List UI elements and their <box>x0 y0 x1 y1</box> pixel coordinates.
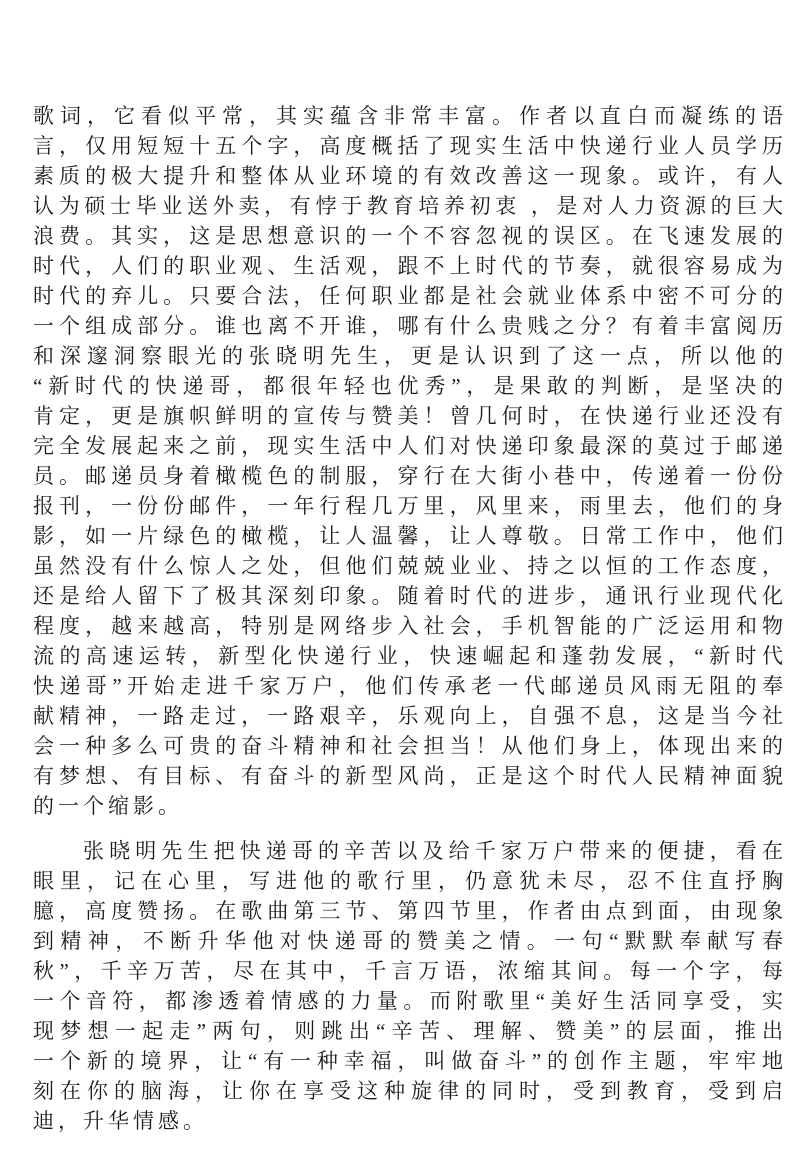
text-line: 影，如一片绿色的橄榄，让人温馨，让人尊敬。日常工作中，他们 <box>33 524 787 548</box>
text-line: 流的高速运转，新型化快递行业，快速崛起和蓬勃发展，“新时代 <box>33 644 787 668</box>
text-line: 会一种多么可贵的奋斗精神和社会担当！从他们身上，体现出来的 <box>33 734 787 758</box>
text-line: 时代的弃儿。只要合法，任何职业都是社会就业体系中密不可分的 <box>33 284 787 308</box>
text-line: 刻在你的脑海，让你在享受这种旋律的同时，受到教育，受到启 <box>33 1079 787 1103</box>
text-line: 肯定，更是旗帜鲜明的宣传与赞美！曾几何时，在快递行业还没有 <box>33 404 787 428</box>
text-line: “新时代的快递哥，都很年轻也优秀”，是果敢的判断，是坚决的 <box>33 374 787 398</box>
text-line: 素质的极大提升和整体从业环境的有效改善这一现象。或许，有人 <box>33 164 787 188</box>
text-line: 一个音符，都渗透着情感的力量。而附歌里“美好生活同享受，实 <box>33 989 787 1013</box>
document-body <box>33 101 787 1136</box>
text-line: 一个组成部分。谁也离不开谁，哪有什么贵贱之分？有着丰富阅历 <box>33 314 787 338</box>
text-line: 到精神，不断升华他对快递哥的赞美之情。一句“默默奉献写春 <box>33 929 787 953</box>
text-line: 眼里，记在心里，写进他的歌行里，仍意犹未尽，忍不住直抒胸 <box>33 869 787 893</box>
text-line: 现梦想一起走”两句，则跳出“辛苦、理解、赞美”的层面，推出 <box>33 1019 787 1043</box>
text-line: 一个新的境界，让“有一种幸福，叫做奋斗”的创作主题，牢牢地 <box>33 1049 787 1073</box>
text-line: 的一个缩影。 <box>33 794 183 818</box>
text-line: 献精神，一路走过，一路艰辛，乐观向上，自强不息，这是当今社 <box>33 704 787 728</box>
text-line: 秋”，千辛万苦，尽在其中，千言万语，浓缩其间。每一个字，每 <box>33 959 787 983</box>
paragraph <box>33 836 787 1136</box>
text-line: 张晓明先生把快递哥的辛苦以及给千家万户带来的便捷，看在 <box>83 839 787 863</box>
text-line: 还是给人留下了极其深刻印象。随着时代的进步，通讯行业现代化 <box>33 584 787 608</box>
text-line: 歌词，它看似平常，其实蕴含非常丰富。作者以直白而凝练的语 <box>33 104 787 128</box>
text-line: 完全发展起来之前，现实生活中人们对快递印象最深的莫过于邮递 <box>33 434 787 458</box>
text-line: 浪费。其实，这是思想意识的一个不容忽视的误区。在飞速发展的 <box>33 224 787 248</box>
text-line: 虽然没有什么惊人之处，但他们兢兢业业、持之以恒的工作态度， <box>33 554 787 578</box>
text-line: 臆，高度赞扬。在歌曲第三节、第四节里，作者由点到面，由现象 <box>33 899 787 923</box>
paragraph <box>33 101 787 821</box>
text-line: 程度，越来越高，特别是网络步入社会，手机智能的广泛运用和物 <box>33 614 787 638</box>
text-line: 认为硕士毕业送外卖，有悖于教育培养初衷 ，是对人力资源的巨大 <box>33 194 787 218</box>
text-line: 言，仅用短短十五个字，高度概括了现实生活中快递行业人员学历 <box>33 134 787 158</box>
text-line: 时代，人们的职业观、生活观，跟不上时代的节奏，就很容易成为 <box>33 254 787 278</box>
text-line: 员。邮递员身着橄榄色的制服，穿行在大街小巷中，传递着一份份 <box>33 464 787 488</box>
text-line: 迪，升华情感。 <box>33 1109 208 1133</box>
text-line: 快递哥”开始走进千家万户，他们传承老一代邮递员风雨无阻的奉 <box>33 674 787 698</box>
text-line: 报刊，一份份邮件，一年行程几万里，风里来，雨里去，他们的身 <box>33 494 787 518</box>
text-line: 和深邃洞察眼光的张晓明先生，更是认识到了这一点，所以他的 <box>33 344 787 368</box>
text-line: 有梦想、有目标、有奋斗的新型风尚，正是这个时代人民精神面貌 <box>33 764 787 788</box>
